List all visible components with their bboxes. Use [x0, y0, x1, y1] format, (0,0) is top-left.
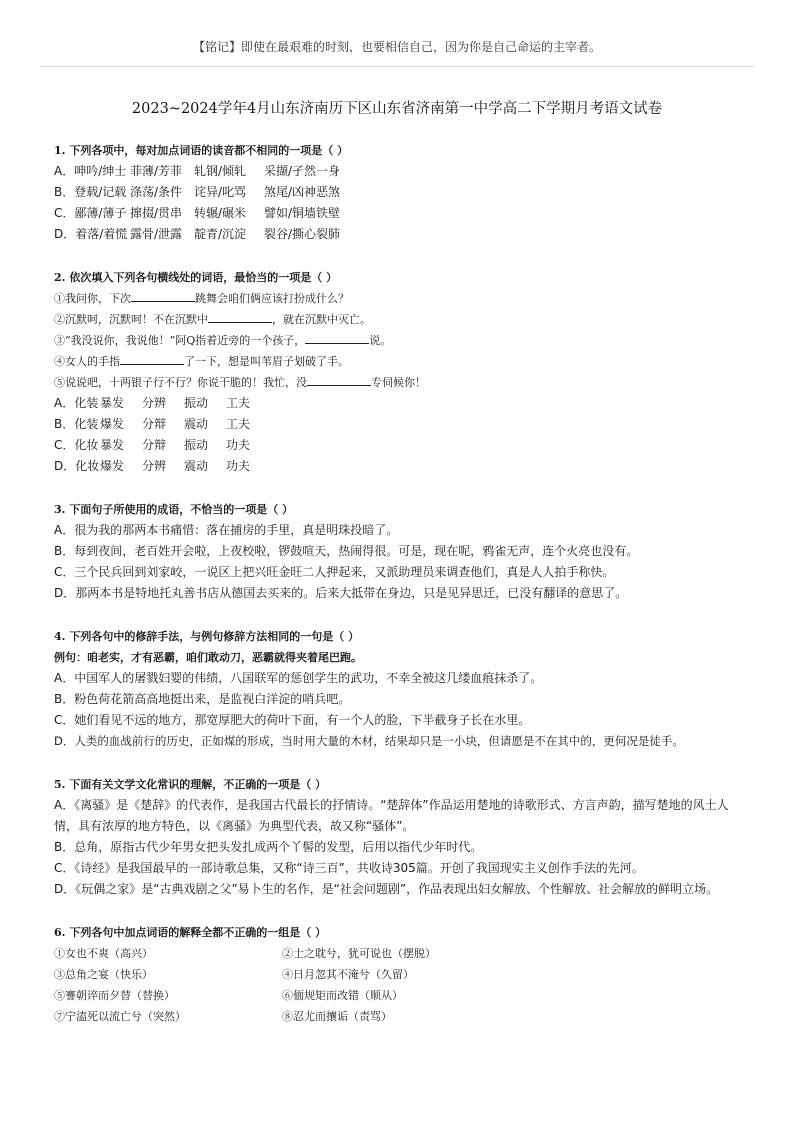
option-cell: 分辩 — [142, 417, 167, 431]
option-cell: A．呻吟/绅士 — [54, 164, 127, 178]
question-4 — [54, 626, 744, 752]
question-stem: 2. 依次填入下列各句横线处的词语，最恰当的一项是（ ） — [54, 271, 338, 284]
example-sentence: 例句：咱老实，才有恶霸，咱们敢动刀，恶霸就得夹着尾巴跑。 — [54, 651, 362, 664]
option-cell: B．登载/记载 — [54, 185, 127, 199]
header-motto: 【铭记】即使在最艰难的时刻，也要相信自己，因为你是自己命运的主宰者。 — [192, 40, 601, 54]
question-stem: 1. 下列各项中，每对加点词语的读音都不相同的一项是（ ） — [54, 144, 349, 157]
question-stem: 5. 下面有关文学文化常识的理解，不正确的一项是（ ） — [54, 778, 327, 791]
option-cell: A．化装 — [54, 396, 99, 410]
option-b[interactable]: B．总角，原指古代少年男女把头发扎成两个丫髻的发型，后用以指代少年时代。 — [54, 840, 483, 854]
question-stem: 3. 下面句子所使用的成语，不恰当的一项是（ ） — [54, 503, 294, 516]
option-cell: 露骨/泄露 — [130, 227, 183, 241]
question-3 — [54, 499, 744, 604]
definition-item: ②士之耽兮，犹可说也（摆脱） — [282, 947, 436, 960]
option-c[interactable] — [54, 203, 744, 224]
option-cell: 暴发 — [100, 438, 125, 452]
option-cell: 诧异/叱骂 — [194, 185, 247, 199]
option-a[interactable] — [54, 161, 744, 182]
option-cell: C．鄙薄/薄子 — [54, 206, 127, 220]
option-d[interactable]: D．《玩偶之家》是“古典戏剧之父”易卜生的名作，是“社会问题剧”，作品表现出妇女解放、个性解放、社会解放的鲜明立场。 — [54, 882, 719, 896]
definition-row — [54, 943, 744, 964]
question-list — [54, 140, 744, 1049]
sentence-text: 跳舞会咱们俩应该打扮成什么？ — [195, 292, 349, 305]
option-a[interactable]: A．中国军人的屠戮妇婴的伟绩，八国联军的惩创学生的武功，不幸全被这几缕血痕抹杀了。 — [54, 671, 543, 685]
option-d[interactable] — [54, 224, 744, 245]
sentence-text: ③“我没说你，我说他！”阿Q指着近旁的一个孩子， — [54, 334, 306, 347]
fill-sentence — [54, 330, 744, 351]
sentence-text: ①我问你，下次 — [54, 292, 131, 305]
fill-sentence — [54, 309, 744, 330]
sentence-text: ②沉默呵，沉默呵！不在沉默中 — [54, 313, 208, 326]
definition-item: ①女也不爽（高兴） — [54, 947, 153, 960]
definition-row — [54, 964, 744, 985]
definition-item: ④日月忽其不淹兮（久留） — [282, 968, 414, 981]
option-cell: 功夫 — [226, 438, 251, 452]
option-cell: 工夫 — [226, 396, 251, 410]
definition-item: ⑦宁溘死以流亡兮（突然） — [54, 1010, 186, 1023]
fill-sentence — [54, 351, 744, 372]
definition-row — [54, 1006, 744, 1027]
question-stem: 6. 下列各句中加点词语的解释全都不正确的一组是（ ） — [54, 926, 327, 939]
option-cell: 分辨 — [142, 459, 167, 473]
option-cell: 震动 — [184, 459, 209, 473]
definition-item: ③总角之宴（快乐） — [54, 968, 153, 981]
option-cell: 爆发 — [100, 417, 125, 431]
option-cell: 分辩 — [142, 438, 167, 452]
sentence-text: ，就在沉默中灭亡。 — [272, 313, 371, 326]
option-cell: 转辗/碾米 — [194, 206, 247, 220]
option-cell: 轧钢/倾轧 — [194, 164, 247, 178]
option-cell: 撺掇/贯串 — [130, 206, 183, 220]
answer-blank — [307, 374, 371, 386]
option-d[interactable]: D．那两本书是特地托丸善书店从德国去买来的。后来大抵带在身边，只是见异思迁，已没有翻译的意思了。 — [54, 586, 628, 600]
definition-item: ⑧忍尤而攘诟（责骂） — [282, 1010, 392, 1023]
sentence-text: 专伺候你！ — [371, 376, 426, 389]
option-cell: 振动 — [184, 396, 209, 410]
question-5 — [54, 774, 744, 900]
option-cell: 采撷/孑然一身 — [264, 164, 341, 178]
option-cell: D．化妆 — [54, 459, 100, 473]
sentence-text: 了一下，想是叫苇眉子划破了手。 — [184, 355, 349, 368]
option-cell: 分辨 — [142, 396, 167, 410]
fill-sentence — [54, 288, 744, 309]
answer-blank — [305, 332, 369, 344]
fill-sentence — [54, 372, 744, 393]
option-a[interactable]: A．《离骚》是《楚辞》的代表作，是我国古代最长的抒情诗。“楚辞体”作品运用楚地的诗歌形式、方言声韵，描写楚地的风土人情，具有浓厚的地方特色，以《离骚》为典型代表，故又称“骚体”。 — [54, 798, 729, 833]
option-cell: 靛青/沉淀 — [194, 227, 247, 241]
option-a[interactable] — [54, 393, 744, 414]
option-b[interactable]: B．每到夜间，老百姓开会啦，上夜校啦，锣鼓喧天，热闹得很。可是，现在呢，鸦雀无声，连个火亮也没有。 — [54, 544, 639, 558]
option-cell: 煞尾/凶神恶煞 — [264, 185, 341, 199]
option-c[interactable]: C．《诗经》是我国最早的一部诗歌总集，又称“诗三百”，共收诗305篇。开创了我国现实主义创作手法的先河。 — [54, 861, 644, 875]
sentence-text: ④女人的手指 — [54, 355, 120, 368]
answer-blank — [120, 353, 184, 365]
header-divider — [40, 66, 754, 67]
answer-blank — [131, 290, 195, 302]
sentence-text: ⑤说说吧，十两银子行不行？你说干脆的！我忙，没 — [54, 376, 307, 389]
definition-item: ⑤謇朝谇而夕替（替换） — [54, 989, 175, 1002]
option-cell: 震动 — [184, 417, 209, 431]
option-cell: B．化装 — [54, 417, 99, 431]
option-cell: D．着落/着慌 — [54, 227, 128, 241]
option-b[interactable] — [54, 182, 744, 203]
option-cell: 涤荡/条件 — [130, 185, 183, 199]
option-b[interactable] — [54, 414, 744, 435]
option-c[interactable]: C．三个民兵回到刘家峧，一说区上把兴旺金旺二人押起来，又派助理员来调查他们，真是人人拍手称快。 — [54, 565, 615, 579]
option-cell: 功夫 — [226, 459, 251, 473]
question-stem: 4. 下列各句中的修辞手法，与例句修辞方法相同的一句是（ ） — [54, 630, 360, 643]
definition-row — [54, 985, 744, 1006]
option-cell: C．化妆 — [54, 438, 99, 452]
option-cell: 裂谷/撕心裂肺 — [264, 227, 341, 241]
answer-blank — [208, 311, 272, 323]
option-cell: 暴发 — [100, 396, 125, 410]
option-cell: 工夫 — [226, 417, 251, 431]
option-cell: 爆发 — [100, 459, 125, 473]
option-cell: 菲薄/芳菲 — [130, 164, 183, 178]
option-d[interactable]: D．人类的血战前行的历史，正如煤的形成，当时用大量的木材，结果却只是一小块，但请愿是不在其中的，更何况是徒手。 — [54, 734, 684, 748]
option-a[interactable]: A．很为我的那两本书痛惜：落在捕房的手里，真是明珠投暗了。 — [54, 523, 399, 537]
question-6 — [54, 922, 744, 1027]
option-cell: 譬如/铜墙铁壁 — [264, 206, 341, 220]
option-cell: 振动 — [184, 438, 209, 452]
exam-title: 2023~2024学年4月山东济南历下区山东省济南第一中学高二下学期月考语文试卷 — [131, 101, 663, 117]
option-b[interactable]: B．粉色荷花箭高高地挺出来，是监视白洋淀的哨兵吧。 — [54, 692, 351, 706]
option-d[interactable] — [54, 456, 744, 477]
definition-item: ⑥偭规矩而改错（顺从） — [282, 989, 403, 1002]
option-c[interactable] — [54, 435, 744, 456]
question-1 — [54, 140, 744, 245]
question-2 — [54, 267, 744, 477]
sentence-text: 说。 — [369, 334, 392, 347]
option-c[interactable]: C．她们看见不远的地方，那宽厚肥大的荷叶下面，有一个人的脸，下半截身子长在水里。 — [54, 713, 531, 727]
